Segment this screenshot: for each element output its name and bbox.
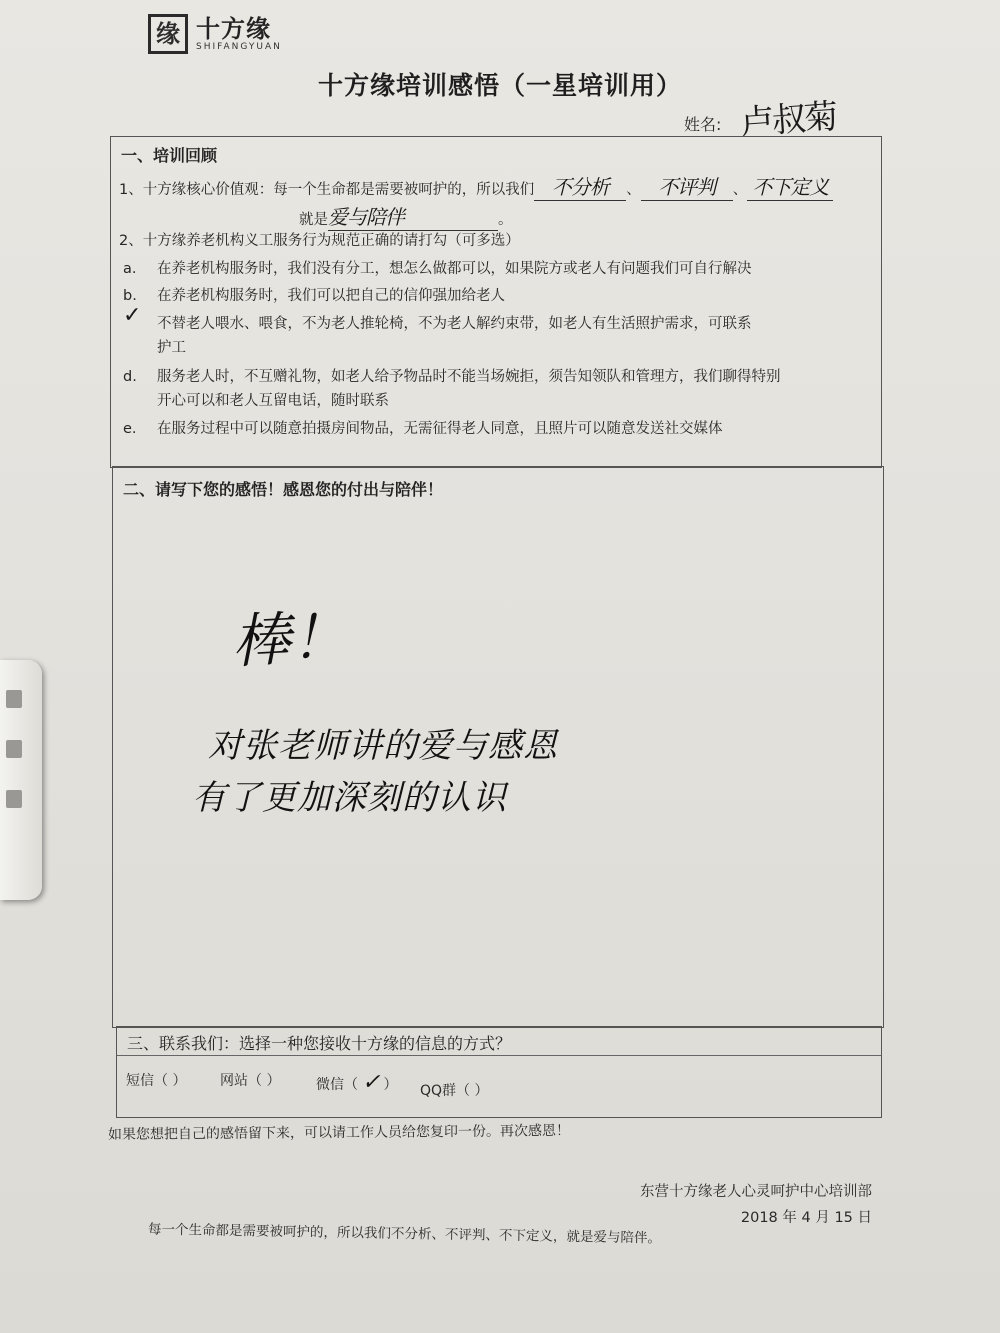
option-c	[123, 312, 752, 333]
logo-name-cn: 十方缘	[196, 15, 271, 43]
q1-line2-prefix: 就是	[299, 212, 328, 228]
section-training-review	[110, 136, 882, 468]
name-handwritten: 卢叔菊	[738, 96, 838, 144]
footer-motto: 每一个生命都是需要被呵护的，所以我们不分析、不评判、不下定义，就是爱与陪伴。	[147, 1221, 662, 1247]
option-d-letter: d.	[123, 369, 137, 385]
clip-slot	[6, 740, 22, 758]
section3-divider	[117, 1055, 881, 1056]
form-title: 十方缘培训感悟（一星培训用）	[317, 71, 682, 100]
option-e-letter: e.	[123, 421, 137, 437]
q1-answer-3: 不下定义	[747, 171, 833, 201]
option-c-text-cont: 护工	[157, 340, 186, 356]
option-b-text: 在养老机构服务时，我们可以把自己的信仰强加给老人	[157, 288, 505, 304]
contact-choice-sms: 短信（ ）	[126, 1073, 187, 1089]
q1-answer-4: 爱与陪伴	[328, 201, 498, 231]
contact-choice-qq: QQ群（ ）	[420, 1083, 489, 1099]
q1-line	[119, 171, 833, 201]
contact-choice-wechat-close: ）	[383, 1077, 398, 1093]
footer-note: 如果您想把自己的感悟留下来，可以请工作人员给您复印一份。再次感恩！	[107, 1122, 571, 1144]
option-c-check-mark: ✓	[123, 303, 142, 328]
q1-answer-1: 不分析	[534, 171, 626, 201]
logo-mark: 缘	[148, 14, 188, 54]
wechat-check-mark: ✓	[362, 1070, 380, 1095]
section3-heading: 三、联系我们：选择一种您接收十方缘的信息的方式？	[127, 1034, 512, 1053]
section1-heading: 一、培训回顾	[121, 146, 218, 165]
q1-line2-end: 。	[498, 212, 513, 228]
q1-answer-2: 不评判	[641, 171, 733, 201]
option-e	[123, 417, 723, 438]
q1-sep-2: 、	[732, 182, 748, 198]
option-b-letter: b.	[123, 288, 137, 304]
contact-choice-website: 网站（ ）	[220, 1073, 281, 1089]
clipboard-clip	[0, 660, 42, 900]
q2-text: 2、十方缘养老机构义工服务行为规范正确的请打勾（可多选）	[119, 233, 520, 249]
signature-org: 东营十方缘老人心灵呵护中心培训部	[640, 1184, 872, 1200]
section2-heading: 二、请写下您的感悟！感恩您的付出与陪伴！	[123, 480, 444, 499]
handwritten-line-1: 对张老师讲的爱与感恩	[208, 726, 558, 766]
option-d-text: 服务老人时，不互赠礼物，如老人给予物品时不能当场婉拒，须告知领队和管理方，我们聊得特别	[157, 369, 781, 385]
option-d-text-cont: 开心可以和老人互留电话，随时联系	[157, 393, 389, 409]
option-a-letter: a.	[123, 261, 137, 277]
q1-prefix: 1、十方缘核心价值观：每一个生命都是需要被呵护的，所以我们	[119, 182, 535, 198]
signature-date: 2018 年 4 月 15 日	[740, 1210, 872, 1226]
clip-slot	[6, 790, 22, 808]
clip-slot	[6, 690, 22, 708]
option-d	[123, 365, 781, 386]
q1-sep-1: 、	[626, 182, 641, 198]
contact-choice-wechat	[316, 1070, 397, 1095]
handwritten-line-2: 有了更加深刻的认识	[192, 778, 507, 818]
handwritten-exclamation: 棒！	[230, 602, 350, 676]
shifangyuan-logo	[148, 14, 282, 54]
option-a	[123, 257, 752, 278]
option-b	[123, 284, 505, 305]
option-a-text: 在养老机构服务时，我们没有分工，想怎么做都可以，如果院方或老人有问题我们可自行解决	[157, 261, 752, 277]
name-label: 姓名:	[684, 115, 722, 134]
q1-line2	[299, 201, 513, 231]
option-c-text: 不替老人喂水、喂食，不为老人推轮椅，不为老人解约束带，如老人有生活照护需求，可联系	[157, 316, 752, 332]
logo-text	[196, 16, 282, 52]
contact-choice-wechat-label: 微信（	[316, 1077, 358, 1093]
logo-name-en: SHIFANGYUAN	[196, 42, 282, 52]
option-e-text: 在服务过程中可以随意拍摄房间物品，无需征得老人同意，且照片可以随意发送社交媒体	[157, 421, 723, 437]
